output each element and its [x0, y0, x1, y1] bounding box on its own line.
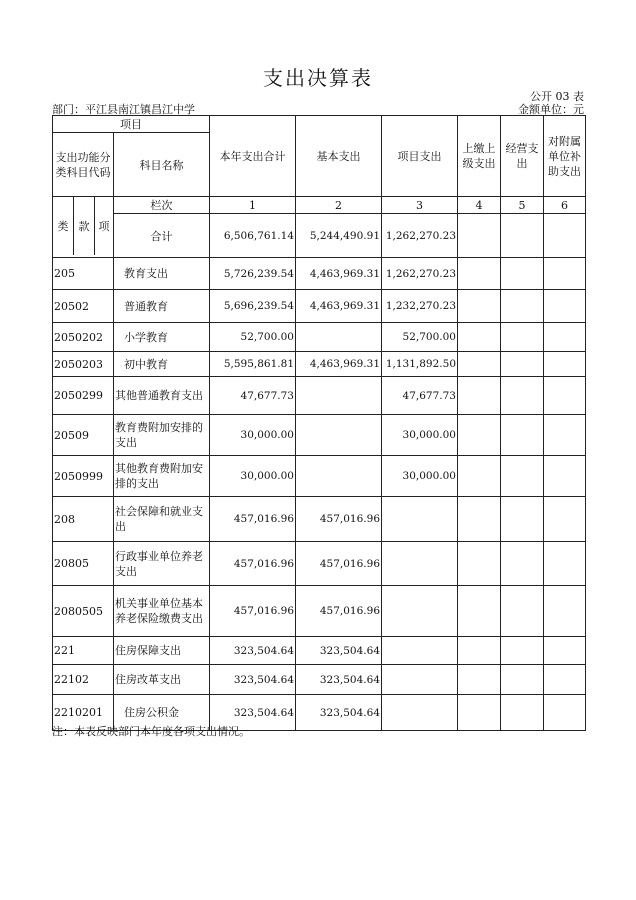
row-total: 323,504.64 — [210, 637, 296, 665]
row-subject-name: 机关事业单位基本养老保险缴费支出 — [114, 586, 210, 637]
row-subsidy — [544, 258, 586, 290]
row-basic — [296, 323, 382, 352]
row-subject-name: 行政事业单位养老支出 — [114, 542, 210, 586]
row-upper — [458, 665, 501, 695]
row-project: 30,000.00 — [382, 456, 458, 497]
row-basic: 323,504.64 — [296, 665, 382, 695]
col-num-6: 6 — [544, 197, 586, 214]
row-project — [382, 497, 458, 542]
row-total: 52,700.00 — [210, 323, 296, 352]
row-subsidy — [544, 323, 586, 352]
expenditure-table — [52, 115, 586, 731]
row-code: 2050999 — [53, 456, 114, 497]
total-project: 1,262,270.23 — [382, 214, 458, 258]
row-label: 栏次 — [114, 197, 210, 214]
total-basic: 5,244,490.91 — [296, 214, 382, 258]
row-total: 457,016.96 — [210, 497, 296, 542]
row-project — [382, 542, 458, 586]
row-project — [382, 665, 458, 695]
row-business — [501, 456, 544, 497]
row-basic: 323,504.64 — [296, 637, 382, 665]
col-num-2: 2 — [296, 197, 382, 214]
row-business — [501, 323, 544, 352]
header-project-expense: 项目支出 — [382, 116, 458, 197]
row-project: 1,262,270.23 — [382, 258, 458, 290]
row-project — [382, 586, 458, 637]
row-business — [501, 290, 544, 323]
row-basic: 323,504.64 — [296, 695, 382, 731]
row-basic — [296, 456, 382, 497]
row-code: 2050203 — [53, 352, 114, 377]
row-business — [501, 542, 544, 586]
row-total: 457,016.96 — [210, 542, 296, 586]
row-subsidy — [544, 456, 586, 497]
row-business — [501, 497, 544, 542]
row-upper — [458, 497, 501, 542]
row-upper — [458, 695, 501, 731]
table-row — [53, 323, 586, 352]
row-business — [501, 695, 544, 731]
col-num-5: 5 — [501, 197, 544, 214]
row-upper — [458, 258, 501, 290]
row-business — [501, 352, 544, 377]
row-basic: 4,463,969.31 — [296, 352, 382, 377]
row-total: 323,504.64 — [210, 695, 296, 731]
form-number: 公开 03 表 — [530, 90, 584, 103]
col-num-4: 4 — [458, 197, 501, 214]
row-subject-name: 其他普通教育支出 — [114, 377, 210, 415]
row-subject-name: 住房保障支出 — [114, 637, 210, 665]
row-project: 52,700.00 — [382, 323, 458, 352]
row-subsidy — [544, 637, 586, 665]
row-total: 5,726,239.54 — [210, 258, 296, 290]
header-upper: 上缴上级支出 — [458, 116, 501, 197]
unit-label: 金额单位：元 — [518, 103, 584, 116]
row-upper — [458, 290, 501, 323]
row-total: 457,016.96 — [210, 586, 296, 637]
row-code: 20502 — [53, 290, 114, 323]
row-project — [382, 695, 458, 731]
row-code: 2050202 — [53, 323, 114, 352]
row-subject-name: 教育支出 — [114, 258, 210, 290]
row-upper — [458, 456, 501, 497]
row-subject-name: 初中教育 — [114, 352, 210, 377]
header-code: 支出功能分类科目代码 — [53, 133, 114, 197]
row-code: 205 — [53, 258, 114, 290]
row-code: 2050299 — [53, 377, 114, 415]
footnote: 注：本表反映部门本年度各项支出情况。 — [52, 725, 250, 738]
row-code: 20509 — [53, 415, 114, 456]
table-row — [53, 415, 586, 456]
row-subsidy — [544, 290, 586, 323]
row-upper — [458, 415, 501, 456]
row-subsidy — [544, 377, 586, 415]
page-title: 支出决算表 — [263, 66, 373, 90]
row-subsidy — [544, 695, 586, 731]
table-row — [53, 377, 586, 415]
row-project — [382, 637, 458, 665]
table-row — [53, 497, 586, 542]
category-header-cell — [53, 197, 114, 258]
table-row — [53, 542, 586, 586]
table-row — [53, 352, 586, 377]
table-row — [53, 456, 586, 497]
total-row — [53, 214, 586, 258]
row-subject-name: 住房公积金 — [114, 695, 210, 731]
row-upper — [458, 323, 501, 352]
row-project: 47,677.73 — [382, 377, 458, 415]
table-row — [53, 290, 586, 323]
header-subsidy: 对附属单位补助支出 — [544, 116, 586, 197]
row-subsidy — [544, 497, 586, 542]
row-business — [501, 377, 544, 415]
row-basic: 457,016.96 — [296, 497, 382, 542]
total-amount: 6,506,761.14 — [210, 214, 296, 258]
row-business — [501, 637, 544, 665]
row-subsidy — [544, 542, 586, 586]
row-subsidy — [544, 586, 586, 637]
row-code: 22102 — [53, 665, 114, 695]
row-subsidy — [544, 665, 586, 695]
row-total: 5,595,861.81 — [210, 352, 296, 377]
row-subject-name: 其他教育费附加安排的支出 — [114, 456, 210, 497]
row-upper — [458, 637, 501, 665]
total-label: 合计 — [114, 214, 210, 258]
row-basic — [296, 415, 382, 456]
row-business — [501, 586, 544, 637]
row-basic: 457,016.96 — [296, 542, 382, 586]
row-subject-name: 教育费附加安排的支出 — [114, 415, 210, 456]
row-upper — [458, 586, 501, 637]
table-row — [53, 258, 586, 290]
row-business — [501, 415, 544, 456]
header-project: 项目 — [53, 116, 210, 133]
row-basic — [296, 377, 382, 415]
col-num-1: 1 — [210, 197, 296, 214]
table-row — [53, 637, 586, 665]
table-row — [53, 586, 586, 637]
row-total: 30,000.00 — [210, 415, 296, 456]
row-code: 20805 — [53, 542, 114, 586]
row-total: 30,000.00 — [210, 456, 296, 497]
header-total: 本年支出合计 — [210, 116, 296, 197]
header-row-1 — [53, 116, 586, 133]
row-subject-name: 小学教育 — [114, 323, 210, 352]
department-label: 部门：平江县南江镇昌江中学 — [52, 103, 195, 116]
row-upper — [458, 377, 501, 415]
row-project: 1,232,270.23 — [382, 290, 458, 323]
header-basic: 基本支出 — [296, 116, 382, 197]
header-xiang: 项 — [98, 220, 110, 233]
header-business: 经营支出 — [501, 116, 544, 197]
row-subsidy — [544, 352, 586, 377]
row-business — [501, 665, 544, 695]
table-row — [53, 665, 586, 695]
row-business — [501, 258, 544, 290]
row-code: 208 — [53, 497, 114, 542]
row-subject-name: 住房改革支出 — [114, 665, 210, 695]
header-lei: 类 — [53, 197, 74, 255]
row-basic: 4,463,969.31 — [296, 258, 382, 290]
row-basic: 4,463,969.31 — [296, 290, 382, 323]
row-code: 2080505 — [53, 586, 114, 637]
row-project: 30,000.00 — [382, 415, 458, 456]
row-project: 1,131,892.50 — [382, 352, 458, 377]
column-number-row — [53, 197, 586, 214]
row-upper — [458, 542, 501, 586]
row-code: 2210201 — [53, 695, 114, 731]
row-subject-name: 普通教育 — [114, 290, 210, 323]
row-total: 5,696,239.54 — [210, 290, 296, 323]
col-num-3: 3 — [382, 197, 458, 214]
row-subsidy — [544, 415, 586, 456]
row-total: 47,677.73 — [210, 377, 296, 415]
row-upper — [458, 352, 501, 377]
header-kuan: 款 — [74, 197, 95, 255]
row-code: 221 — [53, 637, 114, 665]
row-total: 323,504.64 — [210, 665, 296, 695]
header-subject-name: 科目名称 — [114, 133, 210, 197]
row-subject-name: 社会保障和就业支出 — [114, 497, 210, 542]
row-basic: 457,016.96 — [296, 586, 382, 637]
